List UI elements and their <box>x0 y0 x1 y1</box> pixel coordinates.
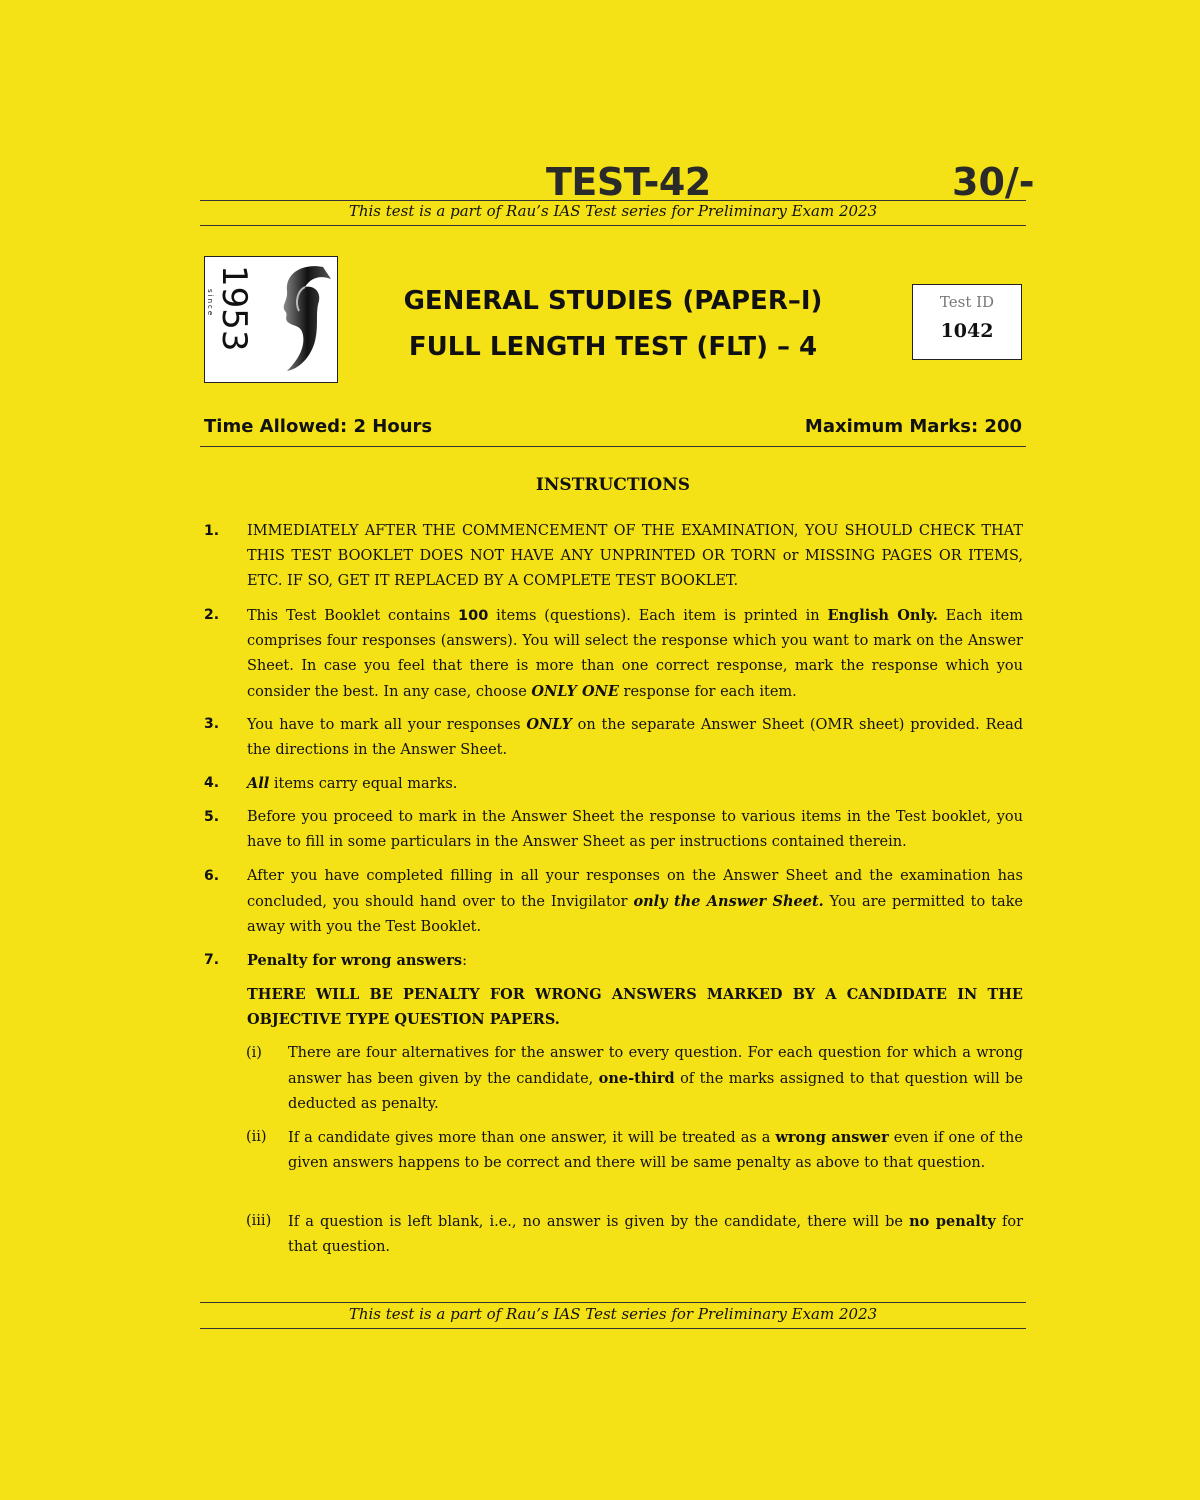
instruction-item-7: Penalty for wrong answers: <box>247 952 467 969</box>
instruction-item-2: This Test Booklet contains 100 items (questions). Each item is printed in English Only. Each item comprises four responses (answers). You will select the response which you want to mark on the Answer Sheet. In case you feel that there is more than one correct response, mark the response which you consider the best. In any case, choose ONLY ONE response for each item. <box>247 607 1023 700</box>
test-id-label: Test ID <box>939 293 995 311</box>
test-number: TEST-42 <box>546 160 711 204</box>
header-series-note: This test is a part of Rau’s IAS Test series for Preliminary Exam 2023 <box>348 202 878 220</box>
sub-item-number: (i) <box>246 1045 262 1061</box>
penalty-notice: THERE WILL BE PENALTY FOR WRONG ANSWERS MARKED BY A CANDIDATE IN THE OBJECTIVE TYPE QUESTION PAPERS. <box>247 986 1023 1028</box>
test-id-value: 1042 <box>940 320 994 342</box>
maximum-marks: Maximum Marks: 200 <box>804 416 1022 437</box>
paper-title: GENERAL STUDIES (PAPER–I) <box>403 286 823 316</box>
instruction-number: 3. <box>204 716 220 732</box>
time-allowed: Time Allowed: 2 Hours <box>204 416 433 437</box>
institute-logo <box>204 256 338 383</box>
logo-year: 1953 <box>214 265 254 352</box>
sub-item-number: (iii) <box>246 1213 272 1229</box>
sub-item-number: (ii) <box>246 1129 267 1145</box>
penalty-sub-item-3: If a question is left blank, i.e., no answer is given by the candidate, there will be no penalty for that question. <box>288 1213 1024 1255</box>
instruction-number: 1. <box>204 523 220 539</box>
footer-rule-top <box>200 1302 1026 1303</box>
instruction-item-3: You have to mark all your responses ONLY on the separate Answer Sheet (OMR sheet) provided. Read the directions in the Answer Sheet. <box>247 716 1023 758</box>
instruction-item-6: After you have completed filling in all your responses on the Answer Sheet and the examination has concluded, you should hand over to the Invigilator only the Answer Sheet. You are permitted to take away with you the Test Booklet. <box>247 868 1023 935</box>
meta-rule <box>200 446 1026 447</box>
instruction-number: 7. <box>204 952 220 968</box>
logo-since-text: since <box>206 289 214 318</box>
header-rule-top <box>200 200 1026 201</box>
instruction-item-5: Before you proceed to mark in the Answer Sheet the response to various items in the Test booklet, you have to fill in some particulars in the Answer Sheet as per instructions contained therein. <box>247 809 1023 850</box>
penalty-sub-item-1: There are four alternatives for the answer to every question. For each question for which a wrong answer has been given by the candidate, one-third of the marks assigned to that question will be deducted as penalty. <box>288 1045 1023 1112</box>
footer-rule-bottom <box>200 1328 1026 1329</box>
footer-series-note: This test is a part of Rau’s IAS Test series for Preliminary Exam 2023 <box>348 1305 878 1323</box>
price-label: 30/- <box>952 160 1035 204</box>
instruction-item-4: All items carry equal marks. <box>247 775 458 792</box>
test-subtitle: FULL LENGTH TEST (FLT) – 4 <box>408 332 818 362</box>
instruction-number: 6. <box>204 868 220 884</box>
instruction-number: 5. <box>204 809 220 825</box>
instruction-number: 2. <box>204 607 220 623</box>
instruction-number: 4. <box>204 775 220 791</box>
header-rule-bottom <box>200 225 1026 226</box>
test-id-box <box>912 284 1022 360</box>
logo-face-emblem-icon <box>275 263 335 377</box>
instructions-heading: INSTRUCTIONS <box>535 475 691 495</box>
penalty-sub-item-2: If a candidate gives more than one answer, it will be treated as a wrong answer even if one of the given answers happens to be correct and there will be same penalty as above to that question. <box>288 1129 1023 1171</box>
instruction-item-1: IMMEDIATELY AFTER THE COMMENCEMENT OF THE EXAMINATION, YOU SHOULD CHECK THAT THIS TEST BOOKLET DOES NOT HAVE ANY UNPRINTED OR TORN or MISSING PAGES OR ITEMS, ETC. IF SO, GET IT REPLACED BY A COMPLETE TEST BOOKLET. <box>247 523 1023 589</box>
